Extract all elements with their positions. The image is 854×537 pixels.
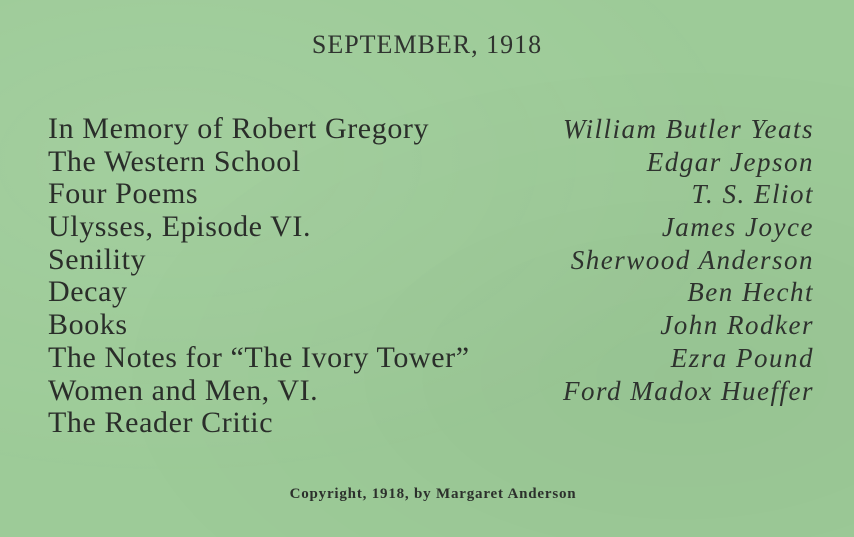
contents-author: Ezra Pound: [670, 342, 814, 373]
contents-row: [48, 178, 814, 211]
contents-title: The Notes for “The Ivory Tower”: [48, 340, 470, 374]
contents-row: [48, 113, 814, 146]
contents-title: The Western School: [48, 144, 301, 178]
contents-title: Four Poems: [48, 177, 199, 211]
contents-author: James Joyce: [661, 212, 814, 243]
contents-author: Ben Hecht: [687, 277, 814, 308]
contents-author: William Butler Yeats: [562, 114, 814, 144]
table-of-contents: [48, 113, 814, 440]
contents-title: The Reader Critic: [48, 406, 274, 440]
contents-title: Decay: [48, 275, 128, 309]
contents-author: Edgar Jepson: [646, 146, 814, 177]
contents-author: John Rodker: [660, 310, 814, 341]
contents-row: [48, 342, 814, 375]
contents-row: [48, 375, 814, 408]
contents-author: Sherwood Anderson: [570, 244, 814, 275]
contents-title: Senility: [48, 242, 147, 276]
contents-author: Ford Madox Hueffer: [563, 375, 814, 406]
contents-row: [48, 244, 814, 277]
contents-row: [48, 276, 814, 309]
contents-title: Ulysses, Episode VI.: [48, 210, 312, 244]
contents-row: [48, 407, 814, 440]
contents-row: [48, 309, 814, 342]
contents-title: Women and Men, VI.: [48, 373, 319, 407]
copyright-notice: Copyright, 1918, by Margaret Anderson: [289, 486, 577, 502]
issue-date-heading: SEPTEMBER, 1918: [311, 30, 543, 59]
contents-title: Books: [48, 308, 128, 342]
contents-author: T. S. Eliot: [691, 179, 814, 210]
contents-row: [48, 146, 814, 179]
contents-row: [48, 211, 814, 244]
contents-title: In Memory of Robert Gregory: [48, 112, 430, 145]
